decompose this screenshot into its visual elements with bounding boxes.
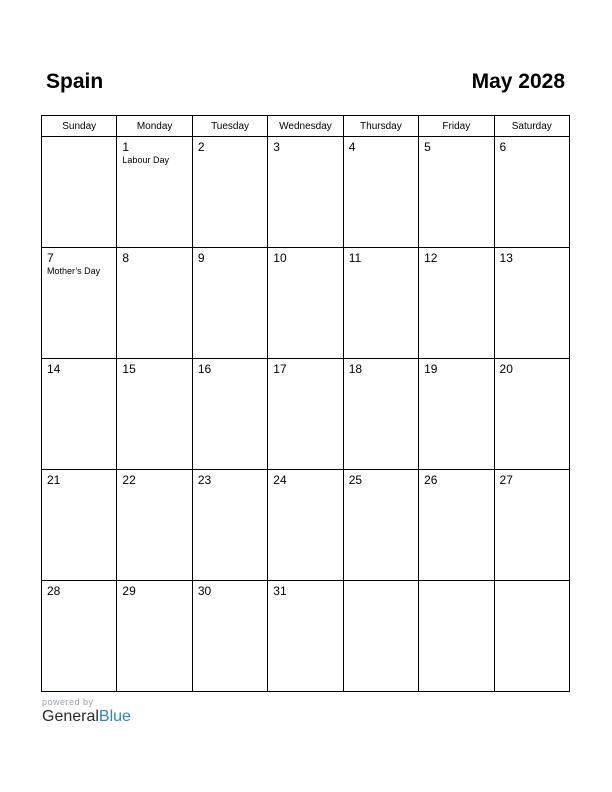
day-cell [192,248,267,359]
day-number: 4 [348,140,356,154]
day-cell [268,581,343,692]
day-cell [42,470,117,581]
day-number: 30 [197,584,212,598]
empty-day-cell [343,581,418,692]
empty-day-cell [42,137,117,248]
day-number: 20 [499,362,513,376]
day-number: 9 [197,251,205,265]
day-cell [268,359,343,470]
day-cell [494,359,569,470]
brand-logo [42,708,131,726]
weekday-friday: Friday [419,116,494,137]
week-row [42,581,570,692]
day-number: 7 [47,251,54,265]
day-number: 6 [499,140,507,154]
day-cell [494,137,569,248]
footer-branding [42,697,131,726]
brand-general: General [42,708,99,725]
weekday-header-row [42,116,570,137]
day-cell [494,470,569,581]
day-cell [192,470,267,581]
day-number: 12 [424,251,438,265]
day-cell [192,581,267,692]
weekday-wednesday: Wednesday [268,116,343,137]
weekday-monday: Monday [117,116,192,137]
day-cell [268,470,343,581]
weekday-sunday: Sunday [42,116,117,137]
day-cell [117,248,192,359]
empty-day-cell [419,581,494,692]
day-number: 16 [197,362,212,376]
brand-blue: Blue [98,708,131,725]
day-number: 22 [122,473,136,487]
day-number: 27 [499,473,513,487]
day-number: 17 [273,362,287,376]
weekday-tuesday: Tuesday [192,116,267,137]
day-number: 28 [47,584,61,598]
day-number: 29 [122,584,136,598]
day-number: 2 [197,140,205,154]
day-number: 14 [47,362,61,376]
day-cell [419,137,494,248]
calendar-grid [41,115,570,692]
day-cell [343,137,418,248]
day-cell [268,248,343,359]
day-number: 13 [499,251,513,265]
empty-day-cell [494,581,569,692]
day-number: 3 [273,140,280,154]
day-cell [419,470,494,581]
day-cell [117,137,192,248]
day-cell [192,359,267,470]
day-cell [343,470,418,581]
day-number: 8 [122,251,130,265]
day-number: 25 [348,473,363,487]
day-number: 31 [273,584,287,598]
day-number: 15 [122,362,136,376]
day-cell [419,248,494,359]
day-cell [419,359,494,470]
weekday-thursday: Thursday [343,116,418,137]
month-year-title: May 2028 [471,70,565,93]
day-number: 1 [122,140,130,154]
day-cell [192,137,267,248]
week-row [42,359,570,470]
holiday-label: Labour Day [122,155,169,165]
day-cell [343,359,418,470]
day-cell [42,359,117,470]
day-cell [117,359,192,470]
weekday-saturday: Saturday [494,116,569,137]
week-row [42,470,570,581]
day-cell [117,581,192,692]
week-row [42,248,570,359]
country-title: Spain [46,70,104,93]
day-number: 23 [197,473,212,487]
calendar-body [42,137,570,692]
day-cell [42,581,117,692]
day-number: 10 [273,251,287,265]
day-number: 18 [348,362,363,376]
day-number: 5 [424,140,431,154]
day-cell [42,248,117,359]
day-number: 26 [424,473,438,487]
day-number: 19 [424,362,438,376]
day-cell [268,137,343,248]
day-number: 24 [273,473,287,487]
day-cell [343,248,418,359]
day-number: 21 [47,473,61,487]
holiday-label: Mother’s Day [47,266,101,276]
powered-by-text: powered by [42,697,94,707]
day-number: 11 [348,251,362,265]
day-cell [117,470,192,581]
day-cell [494,248,569,359]
week-row [42,137,570,248]
